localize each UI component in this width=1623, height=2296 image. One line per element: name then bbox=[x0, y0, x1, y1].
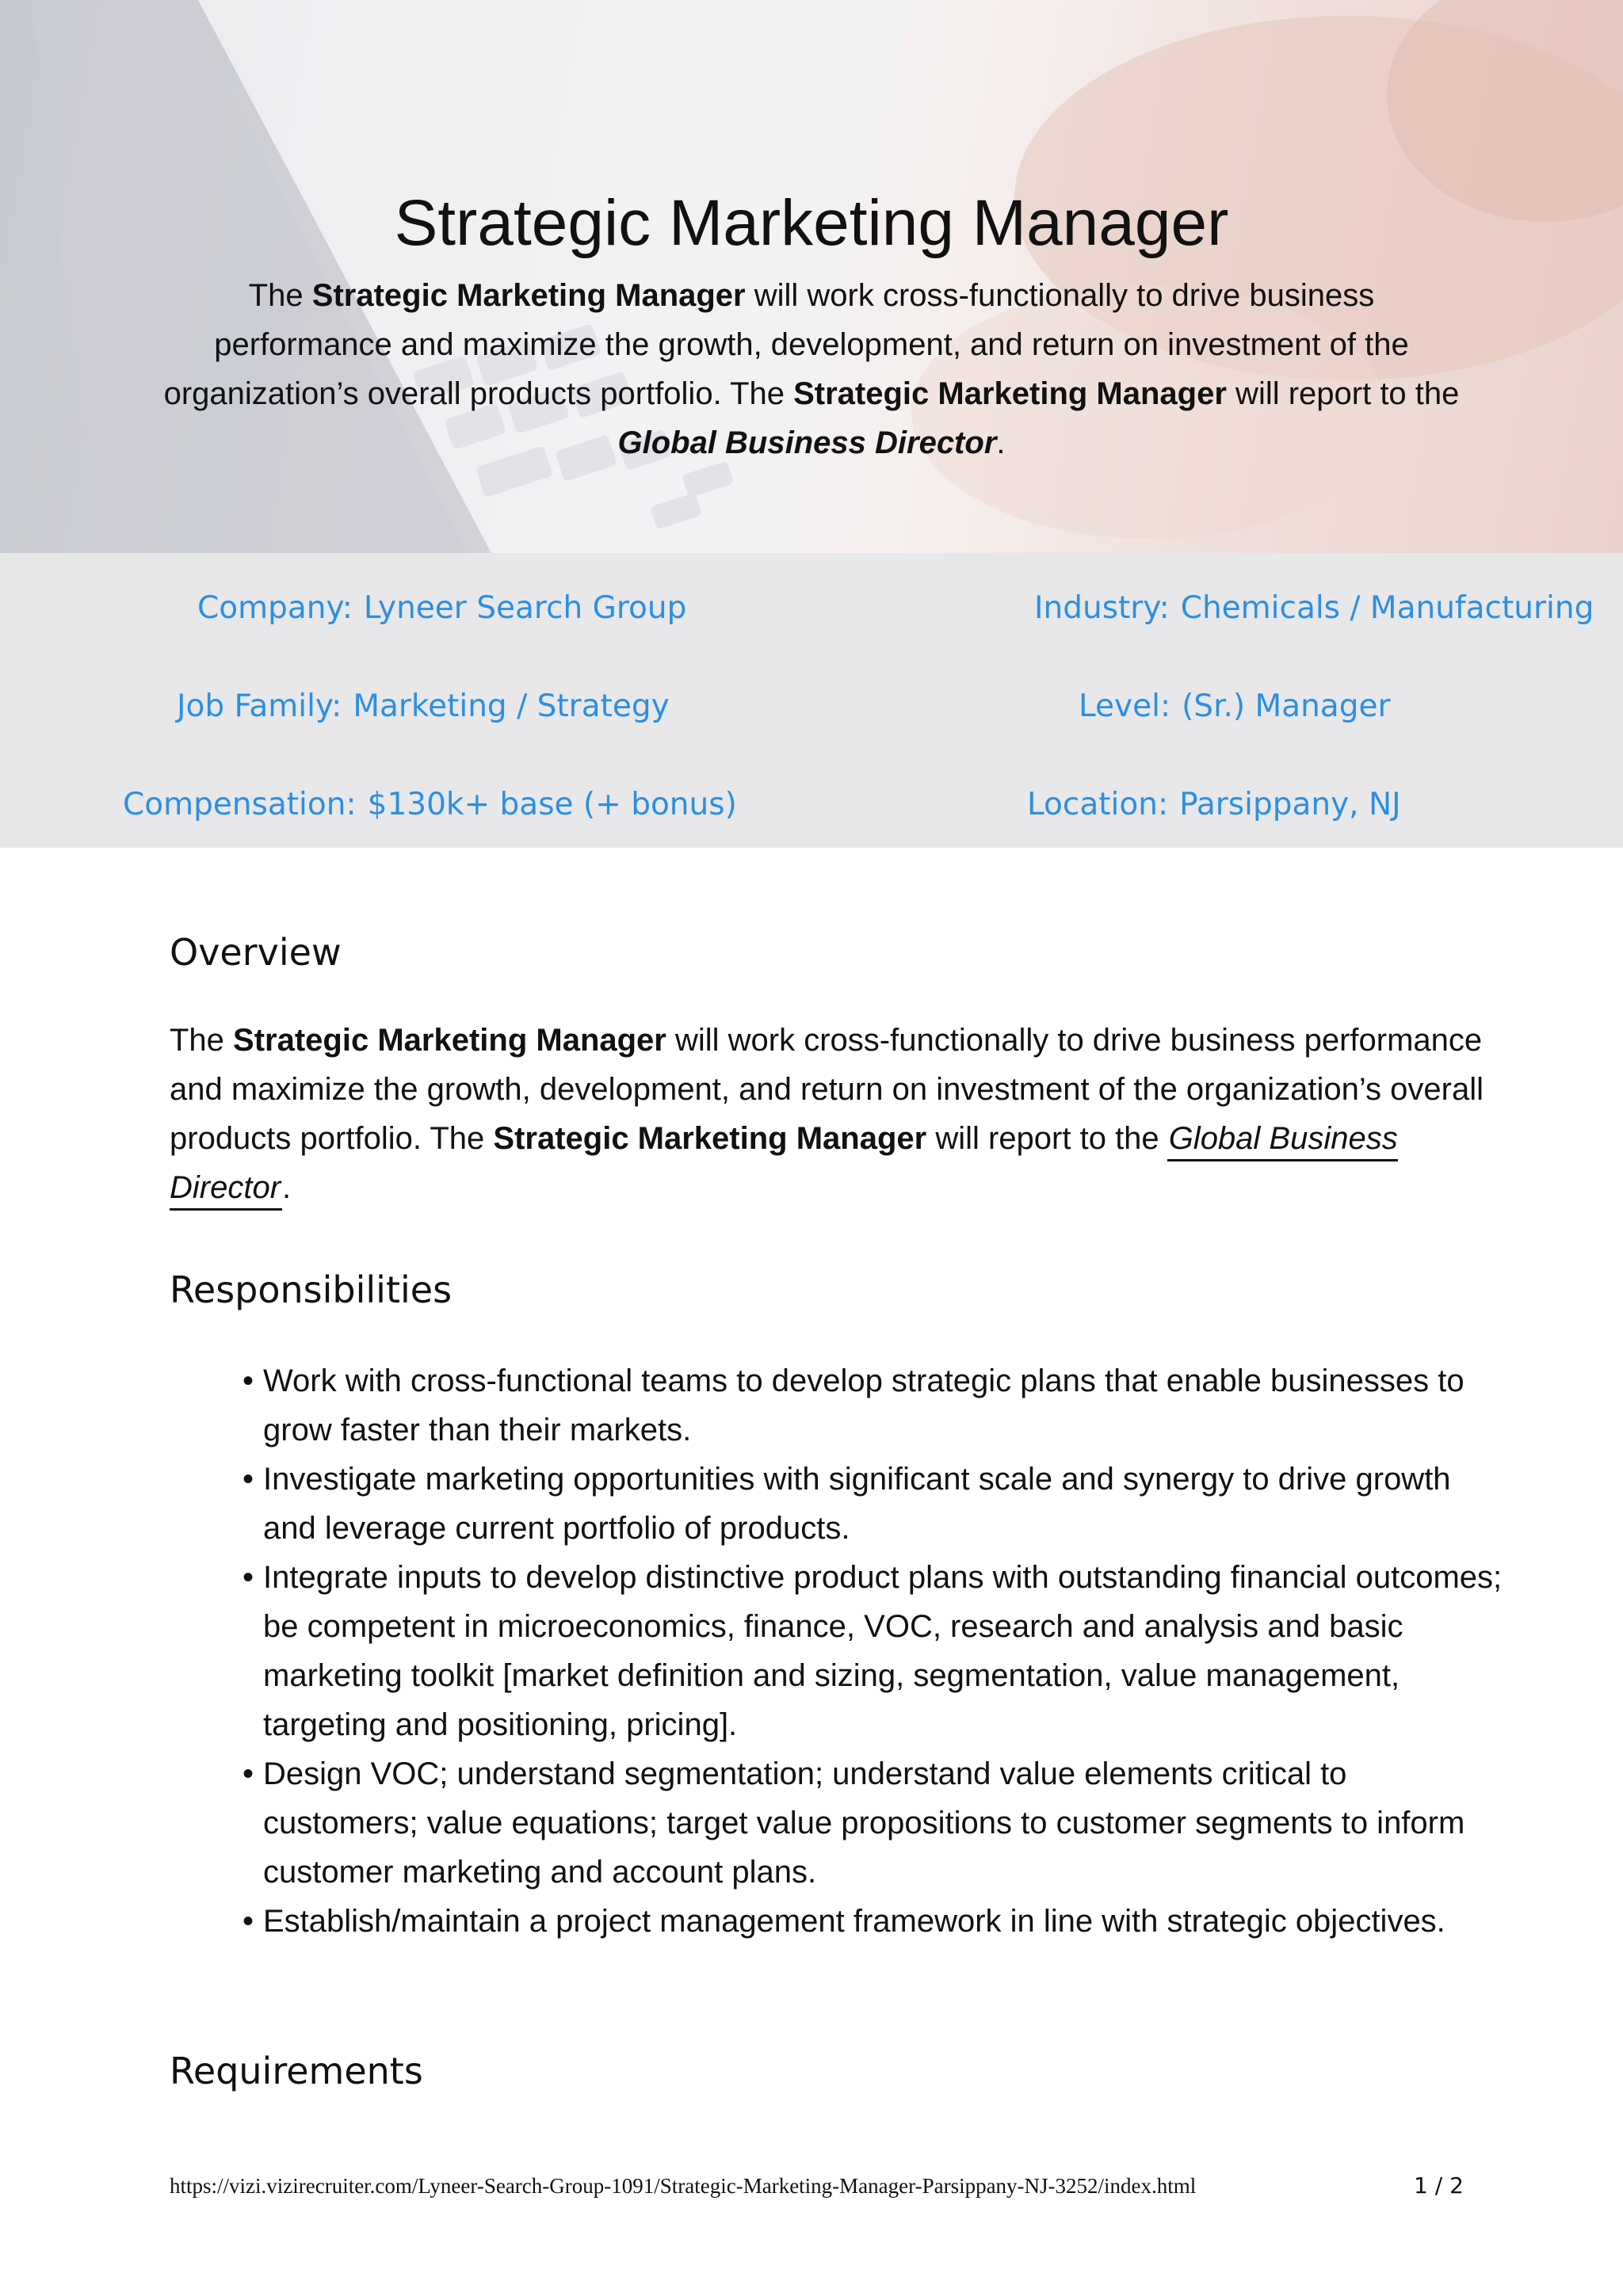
page-separator: / bbox=[1434, 2172, 1443, 2199]
footer-url: https://vizi.vizirecruiter.com/Lyneer-Search-Group-1091/Strategic-Marketing-Manager-Parsippany-NJ-3252/index.html bbox=[170, 2174, 1197, 2198]
job-details-panel bbox=[0, 553, 1623, 848]
page-number bbox=[1414, 2172, 1464, 2199]
detail-label: Job Family: bbox=[177, 688, 342, 724]
detail-label: Location: bbox=[1027, 787, 1169, 822]
hero-summary-text: The bbox=[248, 278, 312, 313]
list-item: • Work with cross-functional teams to develop strategic plans that enable businesses to grow faster than their markets. bbox=[242, 1356, 1510, 1455]
detail-industry bbox=[1034, 589, 1594, 627]
list-item: • Integrate inputs to develop distinctive product plans with outstanding financial outcomes; be competent in microeconomics, finance, VOC, research and analysis and basic marketing toolkit [market definition and sizing, segmentation, value management, targeting and positioning, pricing]. bbox=[242, 1553, 1510, 1749]
hero-summary-text: will report to the bbox=[1226, 376, 1460, 411]
hero-summary bbox=[158, 271, 1465, 467]
overview-text: will report to the bbox=[926, 1121, 1159, 1156]
requirements-heading: Requirements bbox=[170, 2050, 423, 2092]
responsibilities-heading: Responsibilities bbox=[170, 1268, 453, 1311]
job-title: Strategic Marketing Manager bbox=[394, 187, 1229, 259]
hero-summary-text: will work cross-functionally to drive business performance and maximize the growth, development, and return on investment of the organization’s overall products portfolio. The bbox=[163, 278, 1409, 411]
detail-label: Company: bbox=[197, 590, 353, 626]
overview-role: Strategic Marketing Manager bbox=[493, 1121, 927, 1156]
detail-level bbox=[1079, 688, 1390, 726]
page-current: 1 bbox=[1414, 2172, 1428, 2199]
overview-heading: Overview bbox=[170, 931, 342, 974]
detail-value: (Sr.) Manager bbox=[1182, 688, 1391, 724]
director-link[interactable]: Global Business Director bbox=[170, 1121, 1398, 1211]
responsibilities-list bbox=[242, 1356, 1510, 1946]
detail-value: Parsippany, NJ bbox=[1179, 787, 1401, 822]
overview-text: . bbox=[282, 1170, 292, 1205]
detail-job-family bbox=[177, 688, 670, 726]
detail-value: Chemicals / Manufacturing bbox=[1180, 590, 1594, 626]
hero-summary-director: Global Business Director bbox=[617, 425, 997, 460]
list-item: • Investigate marketing opportunities with significant scale and synergy to drive growth and leverage current portfolio of products. bbox=[242, 1455, 1510, 1553]
overview-paragraph bbox=[170, 1016, 1501, 1212]
overview-role: Strategic Marketing Manager bbox=[233, 1023, 666, 1058]
detail-label: Compensation: bbox=[123, 787, 357, 822]
detail-value: Lyneer Search Group bbox=[363, 590, 687, 626]
hero-summary-role: Strategic Marketing Manager bbox=[311, 278, 746, 313]
list-item: • Design VOC; understand segmentation; understand value elements critical to customers; value equations; target value propositions to customer segments to inform customer marketing and account plans. bbox=[242, 1749, 1510, 1897]
page-total: 2 bbox=[1449, 2172, 1464, 2199]
detail-company bbox=[197, 589, 686, 627]
list-item: • Establish/maintain a project management framework in line with strategic objectives. bbox=[242, 1897, 1510, 1946]
hero-summary-text: . bbox=[996, 425, 1006, 460]
hero-summary-role: Strategic Marketing Manager bbox=[793, 376, 1227, 411]
overview-text: will work cross-functionally to drive business performance and maximize the growth, development, and return on investment of the organization’s overall products portfolio. The bbox=[170, 1023, 1484, 1156]
detail-value: $130k+ base (+ bonus) bbox=[367, 787, 737, 822]
hero-banner bbox=[0, 0, 1623, 553]
detail-label: Level: bbox=[1079, 688, 1171, 724]
detail-value: Marketing / Strategy bbox=[353, 688, 670, 724]
detail-location bbox=[1027, 786, 1401, 824]
detail-compensation bbox=[123, 786, 737, 824]
overview-text: The bbox=[170, 1023, 234, 1058]
detail-label: Industry: bbox=[1034, 590, 1170, 626]
